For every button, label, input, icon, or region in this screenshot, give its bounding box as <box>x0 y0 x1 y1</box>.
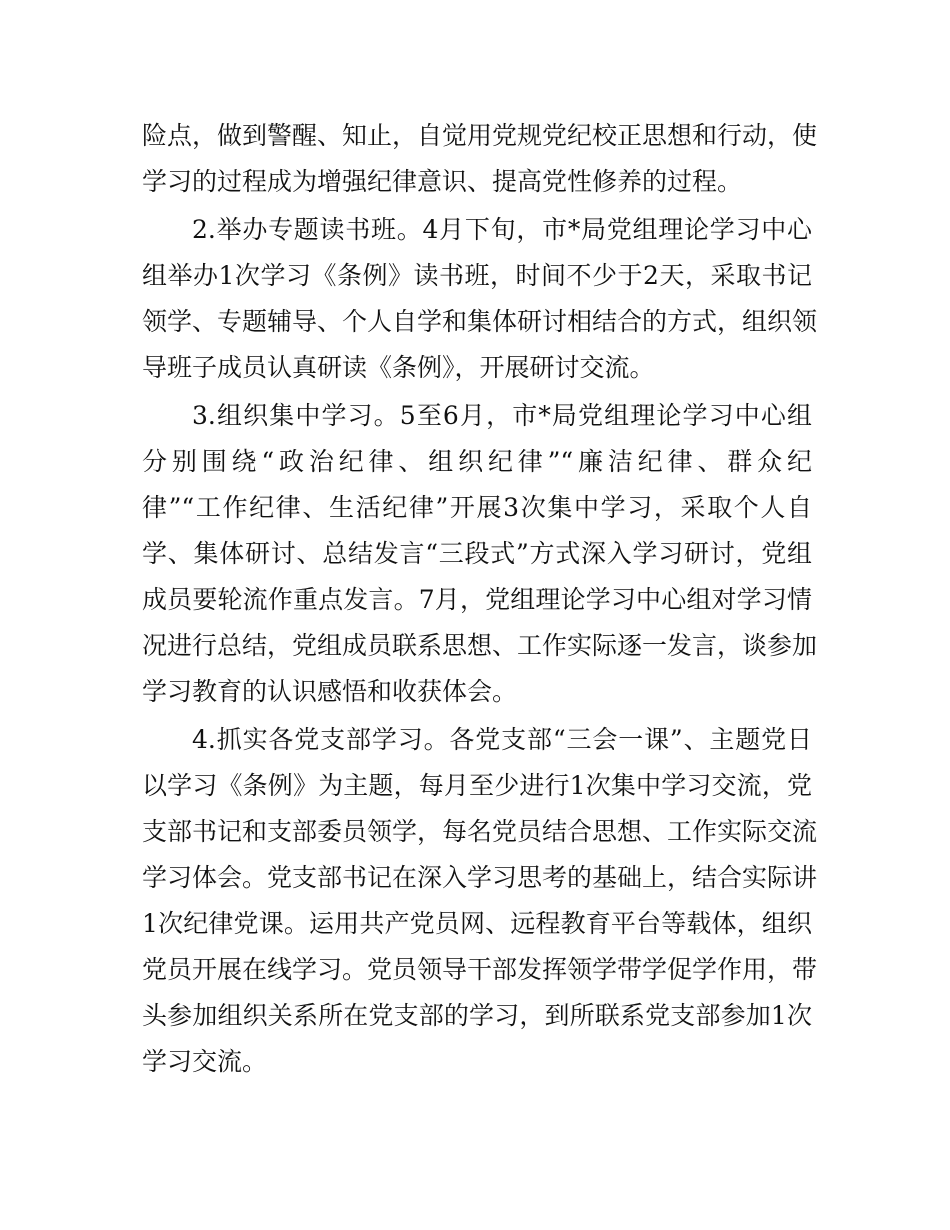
text-line: 以学习《条例》为主题，每月至少进行1次集中学习交流，党 <box>142 771 812 800</box>
paragraph <box>142 207 818 391</box>
text-line: 4.抓实各党支部学习。各党支部“三会一课”、主题党日 <box>192 725 812 754</box>
text-line: 学习的过程成为增强纪律意识、提高党性修养的过程。 <box>142 167 743 196</box>
document-page <box>142 113 818 1085</box>
text-line: 领学、专题辅导、个人自学和集体研讨相结合的方式，组织领 <box>142 307 818 336</box>
text-line: 党员开展在线学习。党员领导干部发挥领学带学促学作用，带 <box>142 955 818 984</box>
text-line: 成员要轮流作重点发言。7月，党组理论学习中心组对学习情 <box>142 585 812 614</box>
text-line: 分别围绕“政治纪律、组织纪律”“廉洁纪律、群众纪 <box>142 447 812 476</box>
text-line: 学、集体研讨、总结发言“三段式”方式深入学习研讨，党组 <box>142 539 812 568</box>
text-line: 险点，做到警醒、知止，自觉用党规党纪校正思想和行动，使 <box>142 121 818 150</box>
text-line: 学习交流。 <box>142 1047 268 1076</box>
text-line: 组举办1次学习《条例》读书班，时间不少于2天，采取书记 <box>142 261 812 290</box>
text-line: 1次纪律党课。运用共产党员网、远程教育平台等载体，组织 <box>142 909 812 938</box>
text-line: 导班子成员认真研读《条例》，开展研讨交流。 <box>142 353 655 382</box>
text-line: 支部书记和支部委员领学，每名党员结合思想、工作实际交流 <box>142 817 818 846</box>
text-line: 头参加组织关系所在党支部的学习，到所联系党支部参加1次 <box>142 1001 812 1030</box>
text-line: 2.举办专题读书班。4月下旬，市*局党组理论学习中心 <box>192 215 812 244</box>
paragraph <box>142 717 818 1085</box>
text-line: 学习教育的认识感悟和收获体会。 <box>142 677 518 706</box>
paragraph <box>142 113 818 205</box>
text-line: 律”“工作纪律、生活纪律”开展3次集中学习，采取个人自 <box>142 493 812 522</box>
text-line: 3.组织集中学习。5至6月，市*局党组理论学习中心组 <box>192 401 812 430</box>
paragraph <box>142 393 818 715</box>
text-line: 学习体会。党支部书记在深入学习思考的基础上，结合实际讲 <box>142 863 818 892</box>
text-line: 况进行总结，党组成员联系思想、工作实际逐一发言，谈参加 <box>142 631 818 660</box>
